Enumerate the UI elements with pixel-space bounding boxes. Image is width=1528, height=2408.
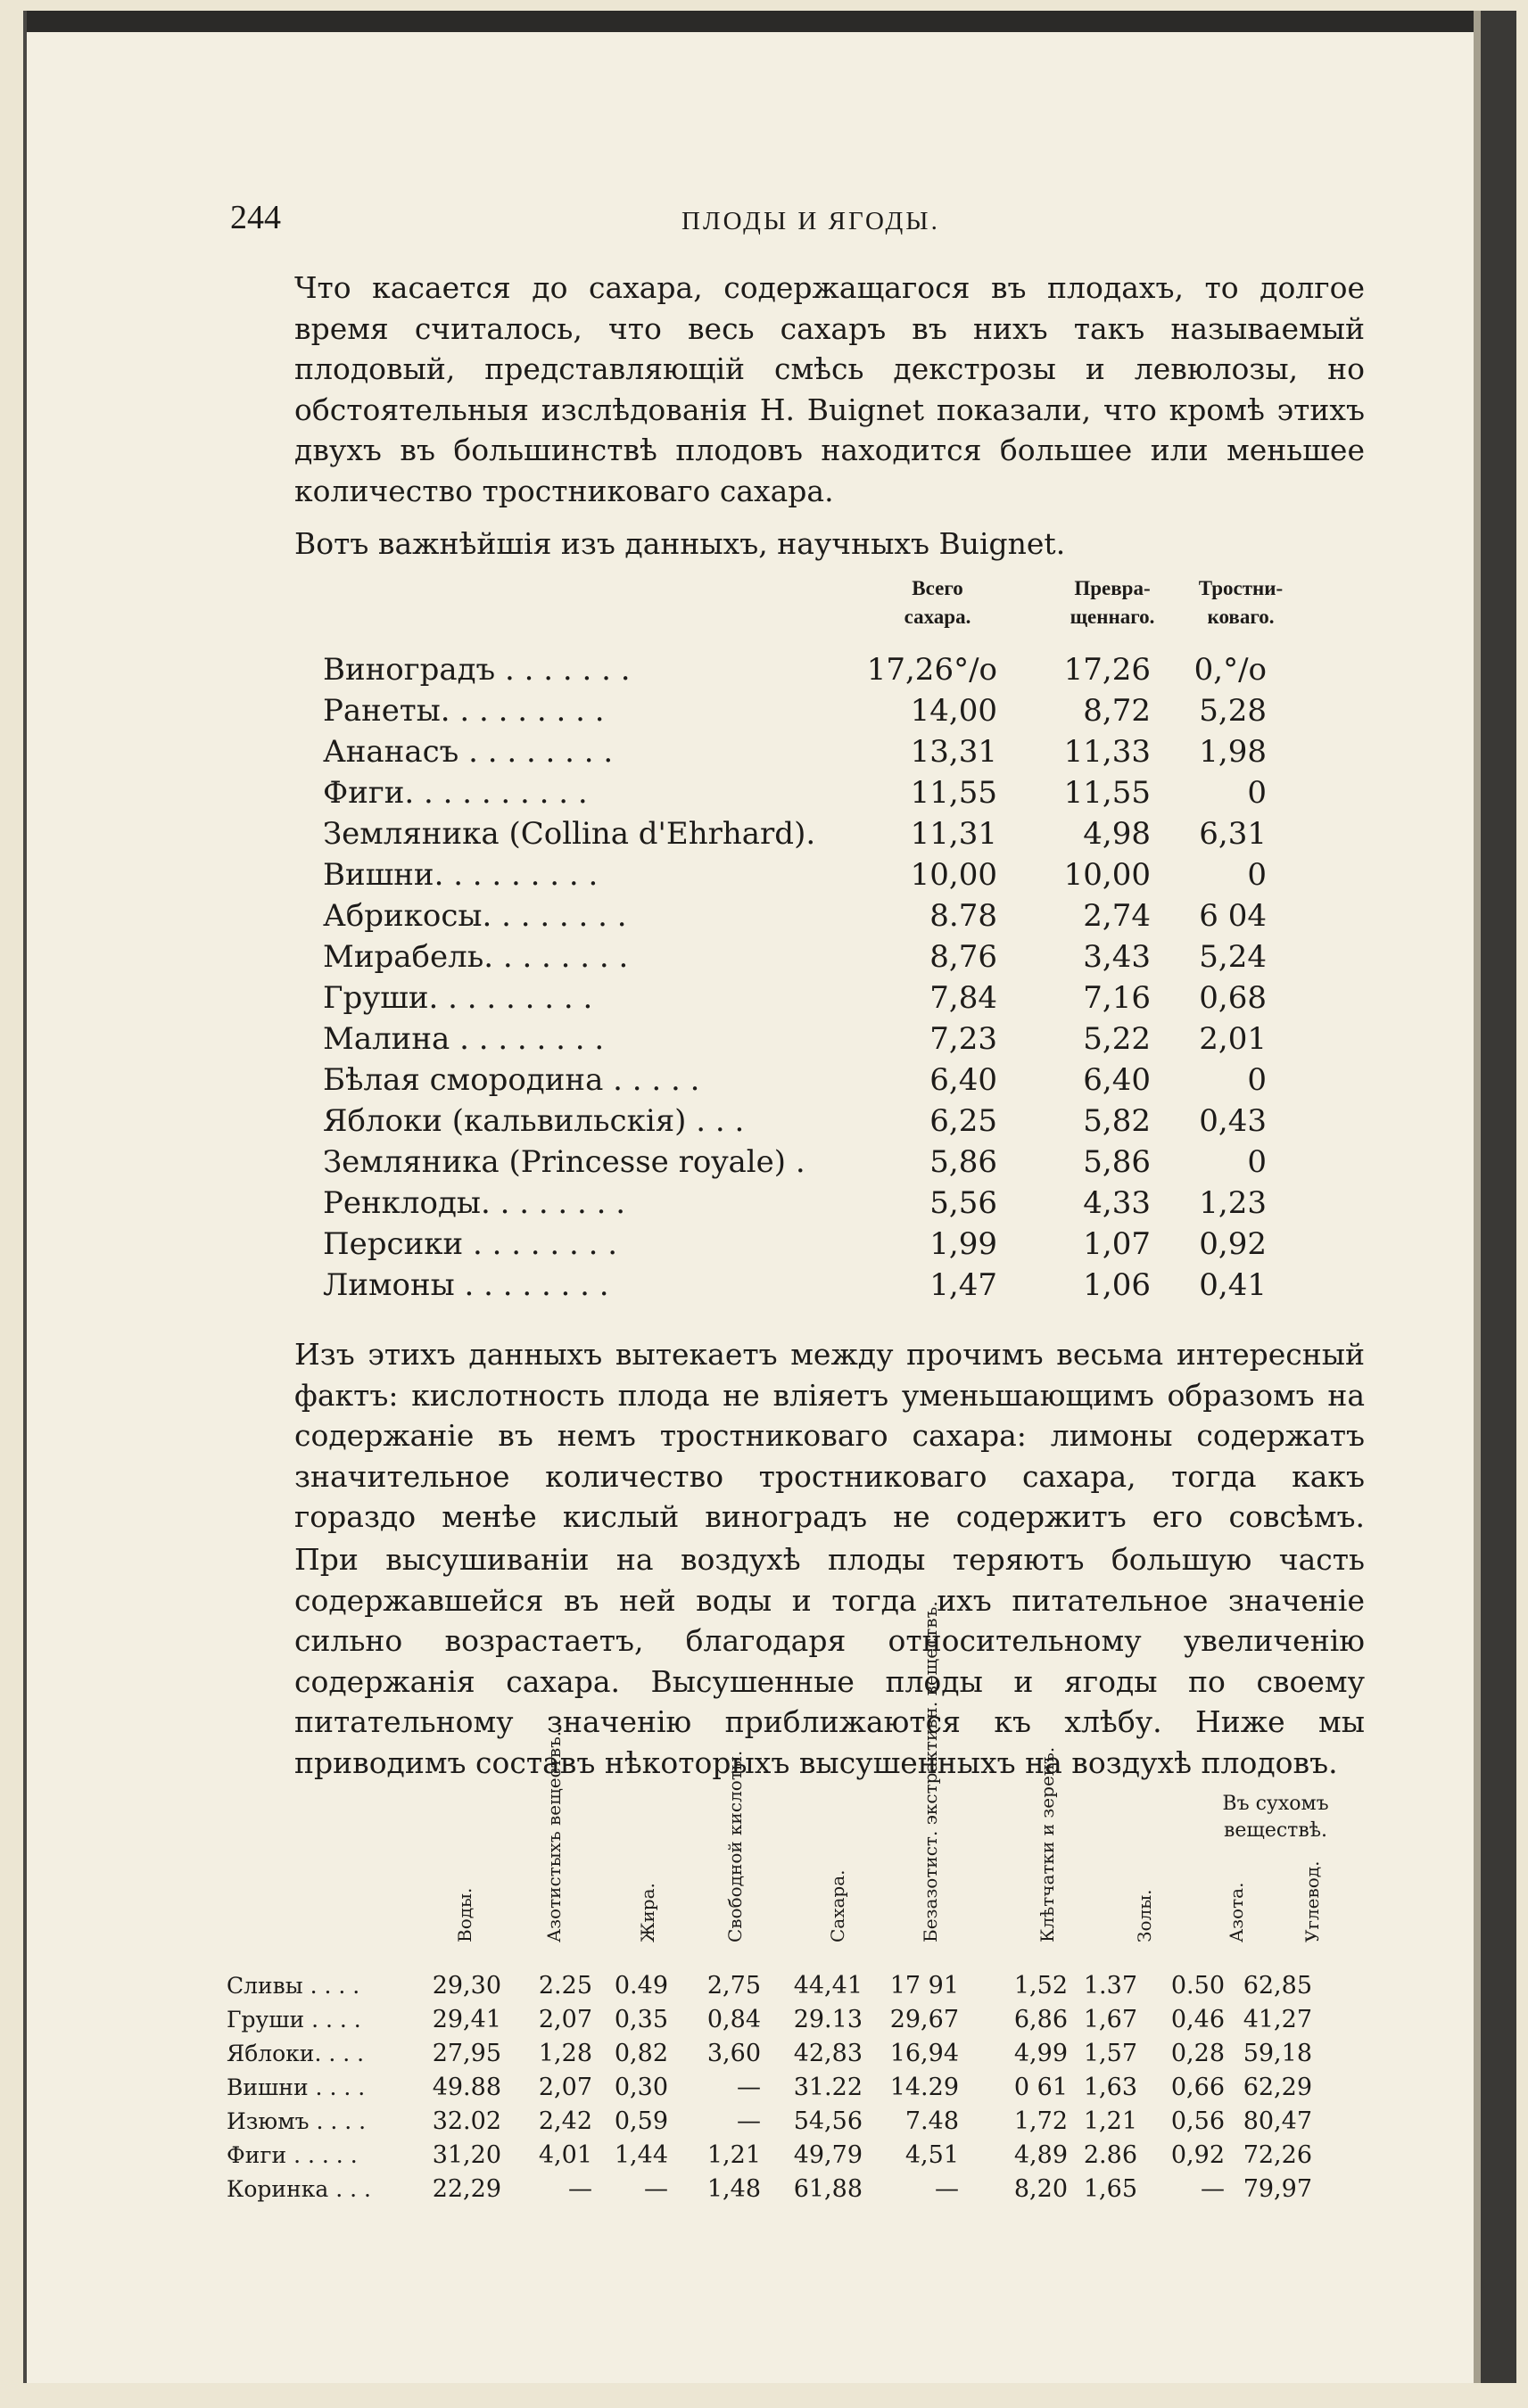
sugar-value: 7,84 [929,980,997,1016]
composition-value: 1,72 [1013,2107,1068,2135]
composition-value: 62,29 [1243,2074,1312,2101]
composition-value: 1,67 [1083,2006,1137,2033]
sugar-value: 11,55 [1063,775,1151,811]
composition-value: 29,41 [432,2006,501,2033]
table-row [323,854,1267,895]
table2-column-header [1117,1819,1155,1962]
table2-column-header [903,1601,941,1962]
table-row [323,1142,1267,1183]
table-row [227,2105,1312,2139]
fruit-name: Виноградъ . . . . . . . [323,652,631,688]
table-row [323,1265,1267,1306]
sugar-value: 0,92 [1199,1226,1267,1262]
table-row [323,1101,1267,1142]
sugar-value: 2,01 [1199,1021,1267,1057]
sugar-value: 3,43 [1083,939,1151,975]
table-row [323,936,1267,977]
dried-fruit-name: Сливы . . . . [227,1973,360,1999]
composition-value: 4,99 [1013,2040,1068,2067]
composition-value: 0.50 [1170,1972,1225,2000]
composition-value: 1,21 [706,2141,761,2169]
table2-column-header [810,1819,846,1962]
composition-value: 14.29 [889,2074,959,2101]
sugar-value: 0 [1247,1062,1267,1098]
sugar-value: 11,55 [910,775,997,811]
table2-column-header-label: Клѣтчатки и зеренъ. [1037,1746,1058,1942]
table2-column-header [1284,1819,1323,1962]
dried-fruit-name: Коринка . . . [227,2176,371,2202]
dried-fruit-name: Груши . . . . [227,2007,361,2033]
sugar-value: 10,00 [1063,857,1151,893]
composition-value: 1,48 [706,2175,761,2203]
composition-value: 6,86 [1013,2006,1068,2033]
composition-value: 2,42 [538,2107,592,2135]
composition-value: 32.02 [432,2107,501,2135]
sugar-value: 1,07 [1083,1226,1151,1262]
sugar-value: 0,°/o [1193,652,1267,688]
composition-value: 1,44 [614,2141,668,2169]
sugar-value: 5,86 [1083,1144,1151,1180]
fruit-name: Вишни. . . . . . . . . [323,857,599,893]
composition-value: 0,66 [1170,2074,1225,2101]
composition-value: 1.37 [1083,1972,1137,2000]
composition-value: 2,07 [538,2006,592,2033]
composition-value: 1,28 [538,2040,592,2067]
composition-value: 16,94 [889,2040,959,2067]
table2-column-header-label: Воды. [454,1887,475,1942]
sugar-value: 1,06 [1083,1267,1151,1303]
page-number: 244 [230,199,281,236]
sugar-value: 0,43 [1199,1103,1267,1139]
sugar-value: 5,24 [1199,939,1267,975]
sugar-value: 0 [1247,857,1267,893]
composition-value: 22,29 [432,2175,501,2203]
sugar-value: 5,82 [1083,1103,1151,1139]
composition-value: 0,59 [614,2107,668,2135]
composition-value: 0,92 [1170,2141,1225,2169]
sugar-value: 1,47 [929,1267,997,1303]
composition-value: 0 61 [1013,2074,1068,2101]
composition-value: 4,89 [1013,2141,1068,2169]
sugar-value: 1,23 [1199,1185,1267,1221]
table-row [227,2071,1312,2105]
sugar-value: 0,41 [1199,1267,1267,1303]
composition-value: 0,46 [1170,2006,1225,2033]
composition-value: — [737,2107,761,2135]
composition-value: 49.88 [432,2074,501,2101]
table-row [323,1183,1267,1224]
composition-value: — [935,2175,959,2203]
table-row [323,977,1267,1018]
sugar-value: 10,00 [910,857,997,893]
composition-value: 1,65 [1083,2175,1137,2203]
sugar-value: 11,33 [1063,734,1151,770]
dried-fruit-name: Яблоки. . . . [227,2041,365,2066]
composition-value: 0,56 [1170,2107,1225,2135]
dried-fruit-name: Изюмъ . . . . [227,2108,367,2134]
fruit-name: Ранеты. . . . . . . . . [323,693,605,729]
table2-column-header-label: Золы. [1134,1889,1155,1942]
table2-group-header: Въ сухомъ веществѣ. [1222,1793,1329,1842]
composition-value: 2,75 [706,1972,761,2000]
table-row [227,2173,1312,2206]
composition-value: 44,41 [793,1972,863,2000]
sugar-value: 13,31 [910,734,997,770]
table-row [323,731,1267,772]
composition-value: 1,57 [1083,2040,1137,2067]
fruit-name: Персики . . . . . . . . [323,1226,618,1262]
composition-value: — [568,2175,592,2203]
paragraph-1: Что касается до сахара, содержащагося въ плодахъ, то долгое время считалось, что весь сахаръ въ нихъ такъ называемый плодовый, представляющій смѣсь декстрозы и левюлозы, но обстоятельныя изслѣдованія Н. Buignet показали, что кромѣ этихъ двухъ въ большинствѣ плодовъ находится большее или меньшее количество тростниковаго сахара. [294,270,1365,508]
table1-header-inverted: Превра- щеннаго. [1070,577,1155,628]
table2-column-header [1209,1819,1247,1962]
composition-value: 1,63 [1083,2074,1137,2101]
composition-value: 79,97 [1243,2175,1312,2203]
table1-lead: Вотъ важнѣйшія изъ данныхъ, научныхъ Buignet. [294,526,1066,561]
dried-fruit-name: Фиги . . . . . [227,2142,358,2168]
table2-column-header [707,1750,746,1962]
composition-value: 0,84 [706,2006,761,2033]
composition-value: 42,83 [793,2040,863,2067]
composition-value: — [1201,2175,1225,2203]
composition-value: 29,30 [432,1972,501,2000]
sugar-value: 6 04 [1199,898,1267,934]
scan-right-border [1481,11,1516,2383]
sugar-value: 4,33 [1083,1185,1151,1221]
table2-column-header-label: Безазотист. экстрактивн. веществъ. [920,1601,941,1942]
table2-column-header-label: Сахара. [827,1869,848,1942]
sugar-value: 6,40 [1083,1062,1151,1098]
composition-value: 0.49 [614,1972,668,2000]
composition-value: 31,20 [432,2141,501,2169]
sugar-table [323,649,1267,1306]
table2-column-header-label: Углевод. [1301,1860,1323,1942]
composition-value: 1,21 [1083,2107,1137,2135]
table2-column-header-label: Азота. [1226,1882,1247,1942]
composition-value: 72,26 [1243,2141,1312,2169]
sugar-value: 6,31 [1199,816,1267,852]
fruit-name: Мирабель. . . . . . . . [323,939,629,975]
table1-header-total: Всего сахара. [904,577,971,628]
table-row [323,1224,1267,1265]
sugar-value: 8,72 [1083,693,1151,729]
table1-header-cane: Тростни- коваго. [1198,577,1284,628]
fruit-name: Фиги. . . . . . . . . . [323,775,588,811]
table2-column-header-label: Свободной кислоты. [724,1750,746,1942]
sugar-value: 8.78 [929,898,997,934]
composition-value: 0,82 [614,2040,668,2067]
sugar-value: 8,76 [929,939,997,975]
composition-value: 54,56 [793,2107,863,2135]
sugar-value: 4,98 [1083,816,1151,852]
table-row [227,2003,1312,2037]
composition-value: 2.86 [1083,2141,1137,2169]
sugar-value: 5,56 [929,1185,997,1221]
table-row [323,649,1267,690]
composition-value: 29.13 [793,2006,863,2033]
fruit-name: Ананасъ . . . . . . . . [323,734,614,770]
table2-column-header [437,1819,473,1962]
sugar-value: 14,00 [910,693,997,729]
sugar-value: 17,26°/o [866,652,997,688]
composition-value: 27,95 [432,2040,501,2067]
sugar-value: 0 [1247,1144,1267,1180]
composition-value: 8,20 [1013,2175,1068,2203]
paragraph-2: Изъ этихъ данныхъ вытекаетъ между прочимъ весьма интересный фактъ: кислотность плода не вліяетъ уменьшающимъ образомъ на содержаніе въ немъ тростниковаго сахара: лимоны содержатъ значительное количество тростниковаго сахара, тогда какъ гораздо менѣе кислый виноградъ не содержитъ его совсѣмъ. [294,1337,1365,1534]
sugar-value: 17,26 [1063,652,1151,688]
sugar-value: 11,31 [910,816,997,852]
table-row [227,2139,1312,2173]
fruit-name: Яблоки (кальвильскія) . . . [323,1103,745,1139]
table2-column-header [620,1819,656,1962]
fruit-name: Груши. . . . . . . . . [323,980,593,1016]
sugar-value: 2,74 [1083,898,1151,934]
sugar-value: 0 [1247,775,1267,811]
composition-value: 2.25 [538,1972,592,2000]
table-row [323,1060,1267,1101]
sugar-value: 5,22 [1083,1021,1151,1057]
fruit-name: Малина . . . . . . . . [323,1021,605,1057]
table-row [227,1969,1312,2003]
table-row [323,895,1267,936]
table-row [323,813,1267,854]
running-head: ПЛОДЫ И ЯГОДЫ. [681,207,940,235]
table-row [323,690,1267,731]
composition-value: 80,47 [1243,2107,1312,2135]
fruit-name: Лимоны . . . . . . . . [323,1267,609,1303]
scan-right-shadow [1474,11,1481,2383]
fruit-name: Абрикосы. . . . . . . . [323,898,627,934]
table2-column-header-label: Азотистыхъ веществъ. [543,1730,565,1942]
table-row [323,772,1267,813]
composition-value: 7.48 [904,2107,959,2135]
sugar-value: 5,28 [1199,693,1267,729]
composition-value: 0,35 [614,2006,668,2033]
table2-column-header [526,1730,565,1962]
composition-value: 31.22 [793,2074,863,2101]
composition-value: 41,27 [1243,2006,1312,2033]
composition-value: 61,88 [793,2175,863,2203]
composition-value: 62,85 [1243,1972,1312,2000]
composition-value: 0,30 [614,2074,668,2101]
table2-column-header [1020,1746,1058,1962]
composition-value: — [737,2074,761,2101]
sugar-value: 1,99 [929,1226,997,1262]
paragraph-3: При высушиваніи на воздухѣ плоды теряютъ большую часть содержавшейся въ ней воды и тогда ихъ питательное значеніе сильно возрастаетъ, благодаря относительному увеличенію содержанія сахара. Высушенные плоды и ягоды по своему питательному значенію приближаются къ хлѣбу. Ниже мы приводимъ составъ нѣкоторыхъ высушенныхъ на воздухѣ плодовъ. [294,1542,1365,1780]
sugar-value: 7,16 [1083,980,1151,1016]
composition-value: 17 91 [889,1972,959,2000]
fruit-name: Ренклоды. . . . . . . . [323,1185,626,1221]
table-row [323,1018,1267,1060]
composition-value: 2,07 [538,2074,592,2101]
fruit-name: Земляника (Princesse royale) . [323,1144,805,1180]
composition-value: 59,18 [1243,2040,1312,2067]
scan-top-border [25,11,1516,32]
composition-value: 4,01 [538,2141,592,2169]
composition-value: 3,60 [706,2040,761,2067]
composition-value: 49,79 [793,2141,863,2169]
sugar-value: 7,23 [929,1021,997,1057]
composition-value: 1,52 [1013,1972,1068,2000]
sugar-value: 0,68 [1199,980,1267,1016]
sugar-value: 6,40 [929,1062,997,1098]
table-row [227,2037,1312,2071]
sugar-value: 1,98 [1199,734,1267,770]
composition-value: — [644,2175,668,2203]
composition-value: 29,67 [889,2006,959,2033]
fruit-name: Бѣлая смородина . . . . . [323,1062,700,1098]
composition-value: 0,28 [1170,2040,1225,2067]
table2-column-header-label: Жира. [637,1883,658,1942]
dried-fruit-name: Вишни . . . . [227,2074,366,2100]
sugar-value: 6,25 [929,1103,997,1139]
fruit-name: Земляника (Collina d'Ehrhard). [323,816,816,852]
dried-fruits-table [227,1969,1312,2206]
sugar-value: 5,86 [929,1144,997,1180]
composition-value: 4,51 [904,2141,959,2169]
